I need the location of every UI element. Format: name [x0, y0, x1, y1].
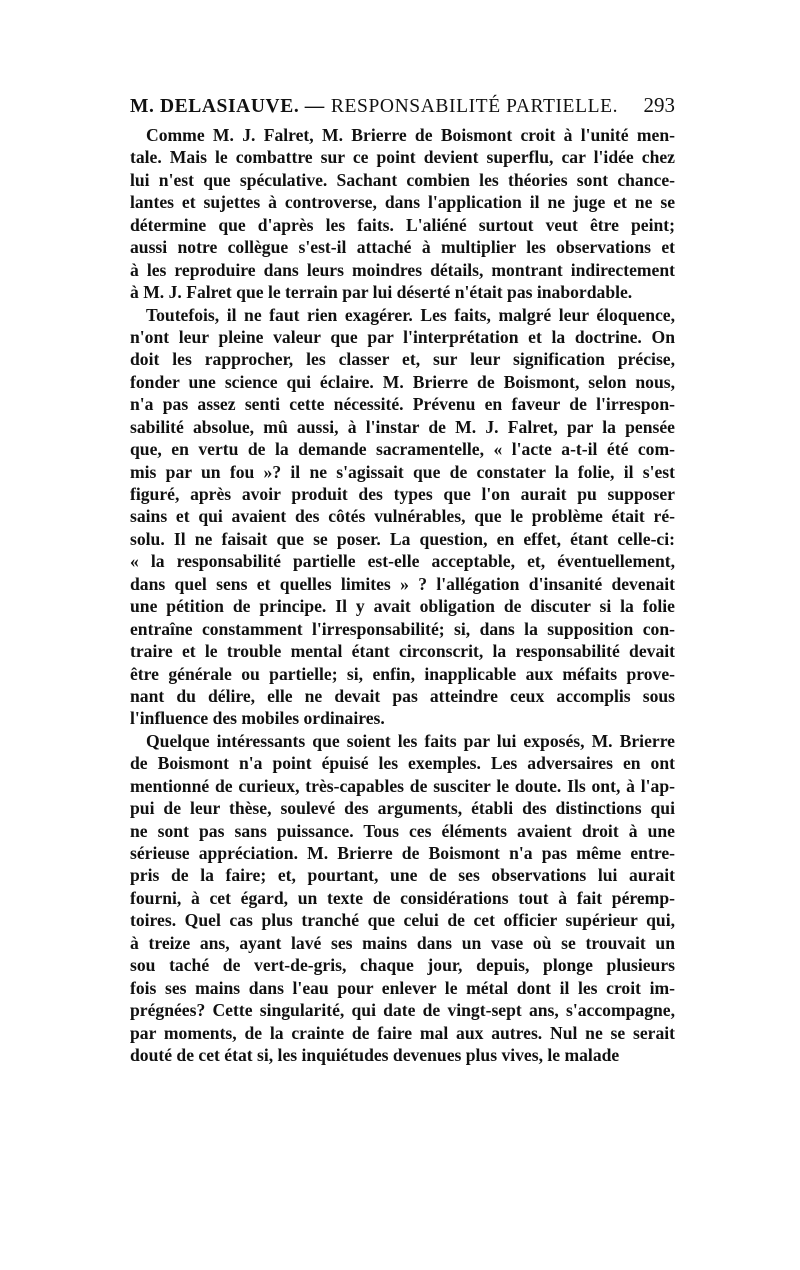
text-line: sains et qui avaient des côtés vulnérables, que le problème était ré-: [130, 506, 675, 527]
text-line: pris de la faire; et, pourtant, une de ses observations lui aurait: [130, 865, 675, 886]
text-line: à les reproduire dans leurs moindres détails, montrant indirectement: [130, 259, 675, 280]
text-line: prégnées? Cette singularité, qui date de vingt-sept ans, s'accompagne,: [130, 1000, 675, 1021]
text-line: que, en vertu de la demande sacramentelle, « l'acte a-t-il été com-: [130, 439, 675, 460]
text-line: sérieuse appréciation. M. Brierre de Boismont n'a pas même entre-: [130, 843, 675, 863]
page-number: 293: [643, 93, 675, 117]
running-head-title: RESPONSABILITÉ PARTIELLE.: [330, 96, 619, 117]
text-line: sou taché de vert-de-gris, chaque jour, depuis, plonge plusieurs: [130, 955, 675, 976]
text-line: lui n'est que spéculative. Sachant combien les théories sont chance-: [130, 169, 675, 190]
text-line: n'a pas assez senti cette nécessité. Prévenu en faveur de l'irrespon-: [130, 394, 675, 415]
text-line: Toutefois, il ne faut rien exagérer. Les faits, malgré leur éloquence,: [146, 304, 675, 325]
text-line: à treize ans, ayant lavé ses mains dans un vase où se trouvait un: [130, 932, 675, 953]
text-line: doit les rapprocher, les classer et, sur leur signification précise,: [130, 349, 675, 370]
text-line: tale. Mais le combattre sur ce point devient superflu, car l'idée chez: [130, 147, 675, 168]
text-line: Quelque intéressants que soient les faits par lui exposés, M. Brierre: [146, 730, 675, 751]
text-line: sabilité absolue, mû aussi, à l'instar de M. J. Falret, par la pensée: [130, 416, 675, 437]
text-line: n'ont leur pleine valeur que par l'interprétation et la doctrine. On: [130, 326, 675, 347]
text-line: ne sont pas sans puissance. Tous ces éléments avaient droit à une: [130, 820, 675, 841]
text-line: nant du délire, elle ne devait pas atteindre ceux accomplis sous: [130, 685, 675, 706]
text-line: toires. Quel cas plus tranché que celui de cet officier supérieur qui,: [130, 910, 675, 931]
text-line: l'influence des mobiles ordinaires.: [130, 708, 385, 729]
text-line: de Boismont n'a point épuisé les exemples. Les adversaires en ont: [130, 753, 675, 774]
body-text: [130, 124, 675, 1066]
text-line: aussi notre collègue s'est-il attaché à multiplier les observations et: [130, 237, 675, 258]
text-line: être générale ou partielle; si, enfin, inapplicable aux méfaits prove-: [130, 663, 675, 684]
text-line: douté de cet état si, les inquiétudes devenues plus vives, le malade: [130, 1044, 620, 1065]
text-line: entraîne constamment l'irresponsabilité; si, dans la supposition con-: [130, 618, 675, 639]
text-line: fonder une science qui éclaire. M. Brierre de Boismont, selon nous,: [130, 371, 675, 392]
text-line: solu. Il ne faisait que se poser. La question, en effet, étant celle-ci:: [130, 528, 675, 549]
text-line: mentionné de curieux, très-capables de susciter le doute. Ils ont, à l'ap-: [130, 775, 675, 796]
text-line: détermine que d'après les faits. L'aliéné surtout veut être peint;: [130, 214, 675, 235]
text-line: par moments, de la crainte de faire mal aux autres. Nul ne se serait: [130, 1022, 675, 1043]
text-line: « la responsabilité partielle est-elle acceptable, et, éventuellement,: [130, 551, 675, 572]
text-line: figuré, après avoir produit des types que l'on aurait pu supposer: [130, 484, 675, 504]
running-head: [130, 92, 675, 120]
text-line: mis par un fou »? il ne s'agissait que de constater la folie, il s'est: [130, 461, 675, 482]
text-line: Comme M. J. Falret, M. Brierre de Boismont croit à l'unité men-: [146, 125, 675, 145]
text-line: à M. J. Falret que le terrain par lui déserté n'était pas inabordable.: [130, 282, 633, 303]
text-line: lantes et sujettes à controverse, dans l'application il ne juge et ne se: [130, 192, 675, 213]
text-line: fourni, à cet égard, un texte de considérations tout à fait péremp-: [130, 887, 675, 908]
paragraph: [130, 730, 675, 1067]
text-line: pui de leur thèse, soulevé des arguments, établi des distinctions qui: [130, 798, 675, 819]
text-line: dans quel sens et quelles limites » ? l'allégation d'insanité devenait: [130, 573, 675, 594]
book-page: [130, 92, 675, 1066]
paragraph: [130, 304, 675, 730]
text-line: fois ses mains dans l'eau pour enlever le métal dont il les croit im-: [130, 977, 675, 998]
text-line: une pétition de principe. Il y avait obligation de discuter si la folie: [130, 596, 675, 617]
text-line: traire et le trouble mental étant circonscrit, la responsabilité devait: [130, 641, 675, 662]
paragraph: [130, 124, 675, 304]
running-head-author: M. DELASIAUVE. —: [130, 96, 325, 117]
